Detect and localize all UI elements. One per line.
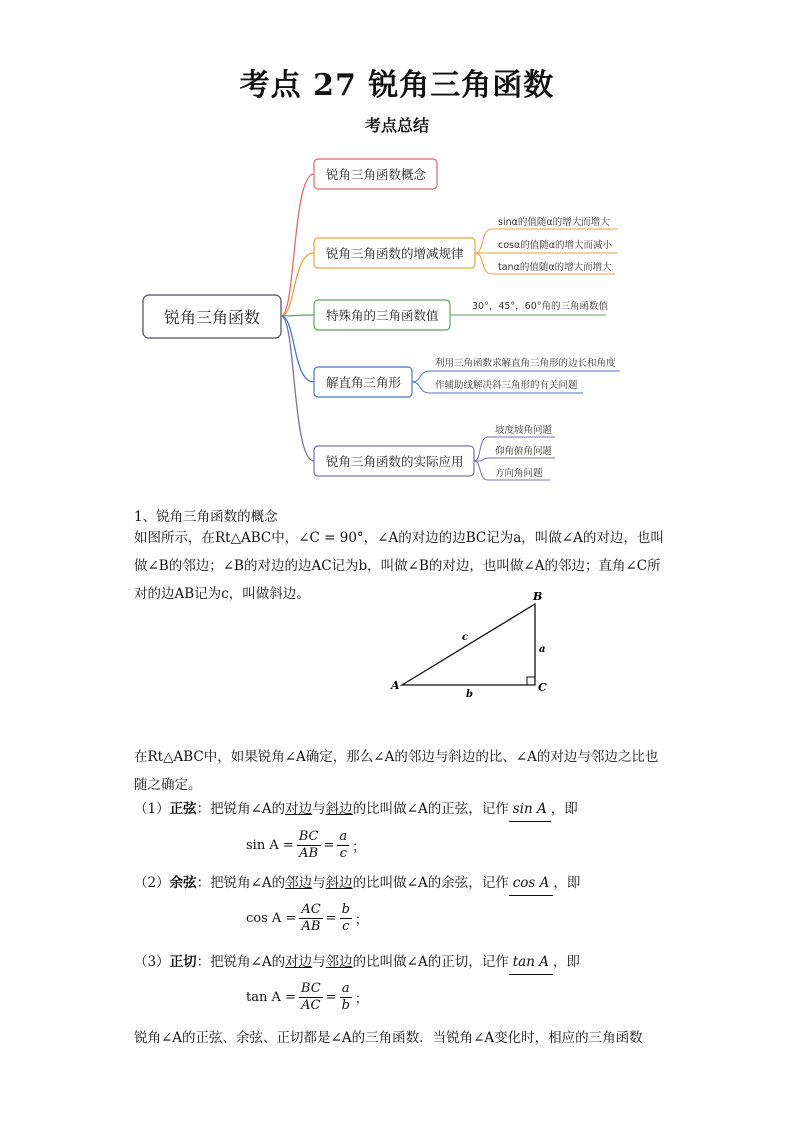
right-triangle-figure bbox=[380, 585, 570, 700]
page-title: 考点 27 锐角三角函数 bbox=[239, 68, 555, 103]
vertex-label-B: B bbox=[533, 590, 543, 603]
def-underlined: 斜边 bbox=[325, 875, 353, 891]
mindmap-branch-special bbox=[314, 300, 609, 330]
mindmap-branch-monotonic bbox=[314, 216, 618, 274]
def-underlined: 邻边 bbox=[285, 875, 313, 891]
leaf-label: tanα的值随α的增大而增大 bbox=[498, 262, 612, 273]
sine-formula: sin A = $\frac{BC}{AB}$ = $\frac{a}{c}$ ； bbox=[246, 829, 366, 861]
leaf-label: 30°，45°，60°角的三角函数值 bbox=[472, 301, 609, 312]
formula-lhs: tan A = bbox=[246, 990, 296, 1005]
def-term: 余弦 bbox=[169, 875, 197, 891]
intro-paragraph: 在Rt△ABC中，如果锐角∠A确定，那么∠A的邻边与斜边的比、∠A的对边与邻边之比也随之确定。 bbox=[134, 749, 659, 793]
mindmap-root bbox=[143, 295, 281, 338]
closing-paragraph: 锐角∠A的正弦、余弦、正切都是∠A的三角函数．当锐角∠A变化时，相应的三角函数 bbox=[134, 1030, 643, 1046]
def-underlined: 邻边 bbox=[325, 954, 353, 970]
fraction: $\frac{b}{c}$ bbox=[341, 902, 350, 934]
page-subtitle: 考点总结 bbox=[364, 116, 429, 135]
mindmap-root-label: 锐角三角函数 bbox=[163, 308, 261, 327]
mindmap-branch-solve bbox=[314, 357, 620, 397]
leaf-label: 利用三角函数求解直角三角形的边长和角度 bbox=[435, 358, 616, 369]
branch-label: 解直角三角形 bbox=[326, 375, 402, 390]
def-number: （3） bbox=[134, 954, 170, 970]
side-label-c: c bbox=[462, 632, 469, 643]
def-term: 正切 bbox=[169, 954, 197, 970]
leaf-label: sinα的值随α的增大而增大 bbox=[498, 217, 610, 228]
fraction: $\frac{a}{b}$ bbox=[341, 981, 350, 1013]
leaf-label: 方向角问题 bbox=[495, 468, 543, 479]
def-underlined: 斜边 bbox=[325, 801, 353, 817]
fraction: $\frac{a}{c}$ bbox=[339, 829, 348, 861]
formula-lhs: sin A = bbox=[246, 838, 294, 853]
def-number: （2） bbox=[134, 875, 170, 891]
def-underlined: 对边 bbox=[285, 954, 313, 970]
def-text: 与 bbox=[312, 875, 326, 891]
leaf-label: 作辅助线解决斜三角形的有关问题 bbox=[435, 380, 578, 391]
def-term: 正弦 bbox=[169, 801, 197, 817]
formula-lhs: cos A = bbox=[246, 911, 297, 926]
mindmap bbox=[0, 150, 794, 490]
def-text: ：把锐角∠A的 bbox=[196, 875, 286, 891]
mindmap-branch-application bbox=[314, 424, 555, 480]
notation-blank: tan A bbox=[509, 950, 553, 975]
def-text: 与 bbox=[312, 954, 326, 970]
def-text: ，即 bbox=[553, 875, 581, 891]
def-text: 与 bbox=[312, 801, 326, 817]
def-text: ，即 bbox=[552, 954, 580, 970]
notation-blank: sin A bbox=[509, 797, 551, 822]
def-text: ：把锐角∠A的 bbox=[196, 801, 286, 817]
leaf-label: 坡度坡角问题 bbox=[495, 425, 553, 436]
concept-paragraph: 如图所示，在Rt△ABC中，∠C = 90°，∠A的对边的边BC记为a，叫做∠A的对边，也叫做∠B的邻边；∠B的对边的边AC记为b，叫做∠B的对边，也叫做∠A的邻边；直角∠C所对的边AB记为c，叫做斜边。 bbox=[134, 530, 664, 602]
fraction: $\frac{BC}{AB}$ bbox=[298, 829, 319, 861]
fraction: $\frac{AC}{AB}$ bbox=[301, 902, 321, 934]
def-text: ：把锐角∠A的 bbox=[196, 954, 286, 970]
side-label-a: a bbox=[539, 644, 546, 655]
def-number: （1） bbox=[134, 801, 170, 817]
def-underlined: 对边 bbox=[285, 801, 313, 817]
cosine-definition bbox=[134, 871, 580, 896]
tangent-definition bbox=[134, 950, 580, 975]
leaf-label: 仰角俯角问题 bbox=[495, 446, 553, 457]
def-text: 的比叫做∠A的正切，记作 bbox=[352, 954, 509, 970]
leaf-label: cosα的值随α的增大而减小 bbox=[498, 240, 613, 251]
branch-label: 锐角三角函数的实际应用 bbox=[326, 454, 464, 469]
branch-label: 锐角三角函数概念 bbox=[326, 167, 427, 182]
vertex-label-A: A bbox=[391, 679, 400, 692]
mindmap-branch-concept bbox=[314, 159, 437, 189]
sine-definition bbox=[134, 797, 578, 822]
fraction: $\frac{BC}{AC}$ bbox=[300, 981, 321, 1013]
notation-blank: cos A bbox=[509, 871, 554, 896]
cosine-formula: cos A = $\frac{AC}{AB}$ = $\frac{b}{c}$ ； bbox=[246, 902, 368, 934]
def-text: 的比叫做∠A的正弦，记作 bbox=[352, 801, 509, 817]
def-text: ，即 bbox=[550, 801, 578, 817]
def-text: 的比叫做∠A的余弦，记作 bbox=[352, 875, 509, 891]
vertex-label-C: C bbox=[538, 681, 547, 694]
branch-label: 特殊角的三角函数值 bbox=[326, 308, 439, 323]
section-heading: 1、锐角三角函数的概念 bbox=[134, 509, 278, 525]
side-label-b: b bbox=[466, 689, 473, 700]
tangent-formula: tan A = $\frac{BC}{AC}$ = $\frac{a}{b}$ ； bbox=[246, 981, 368, 1013]
branch-label: 锐角三角函数的增减规律 bbox=[326, 246, 464, 261]
